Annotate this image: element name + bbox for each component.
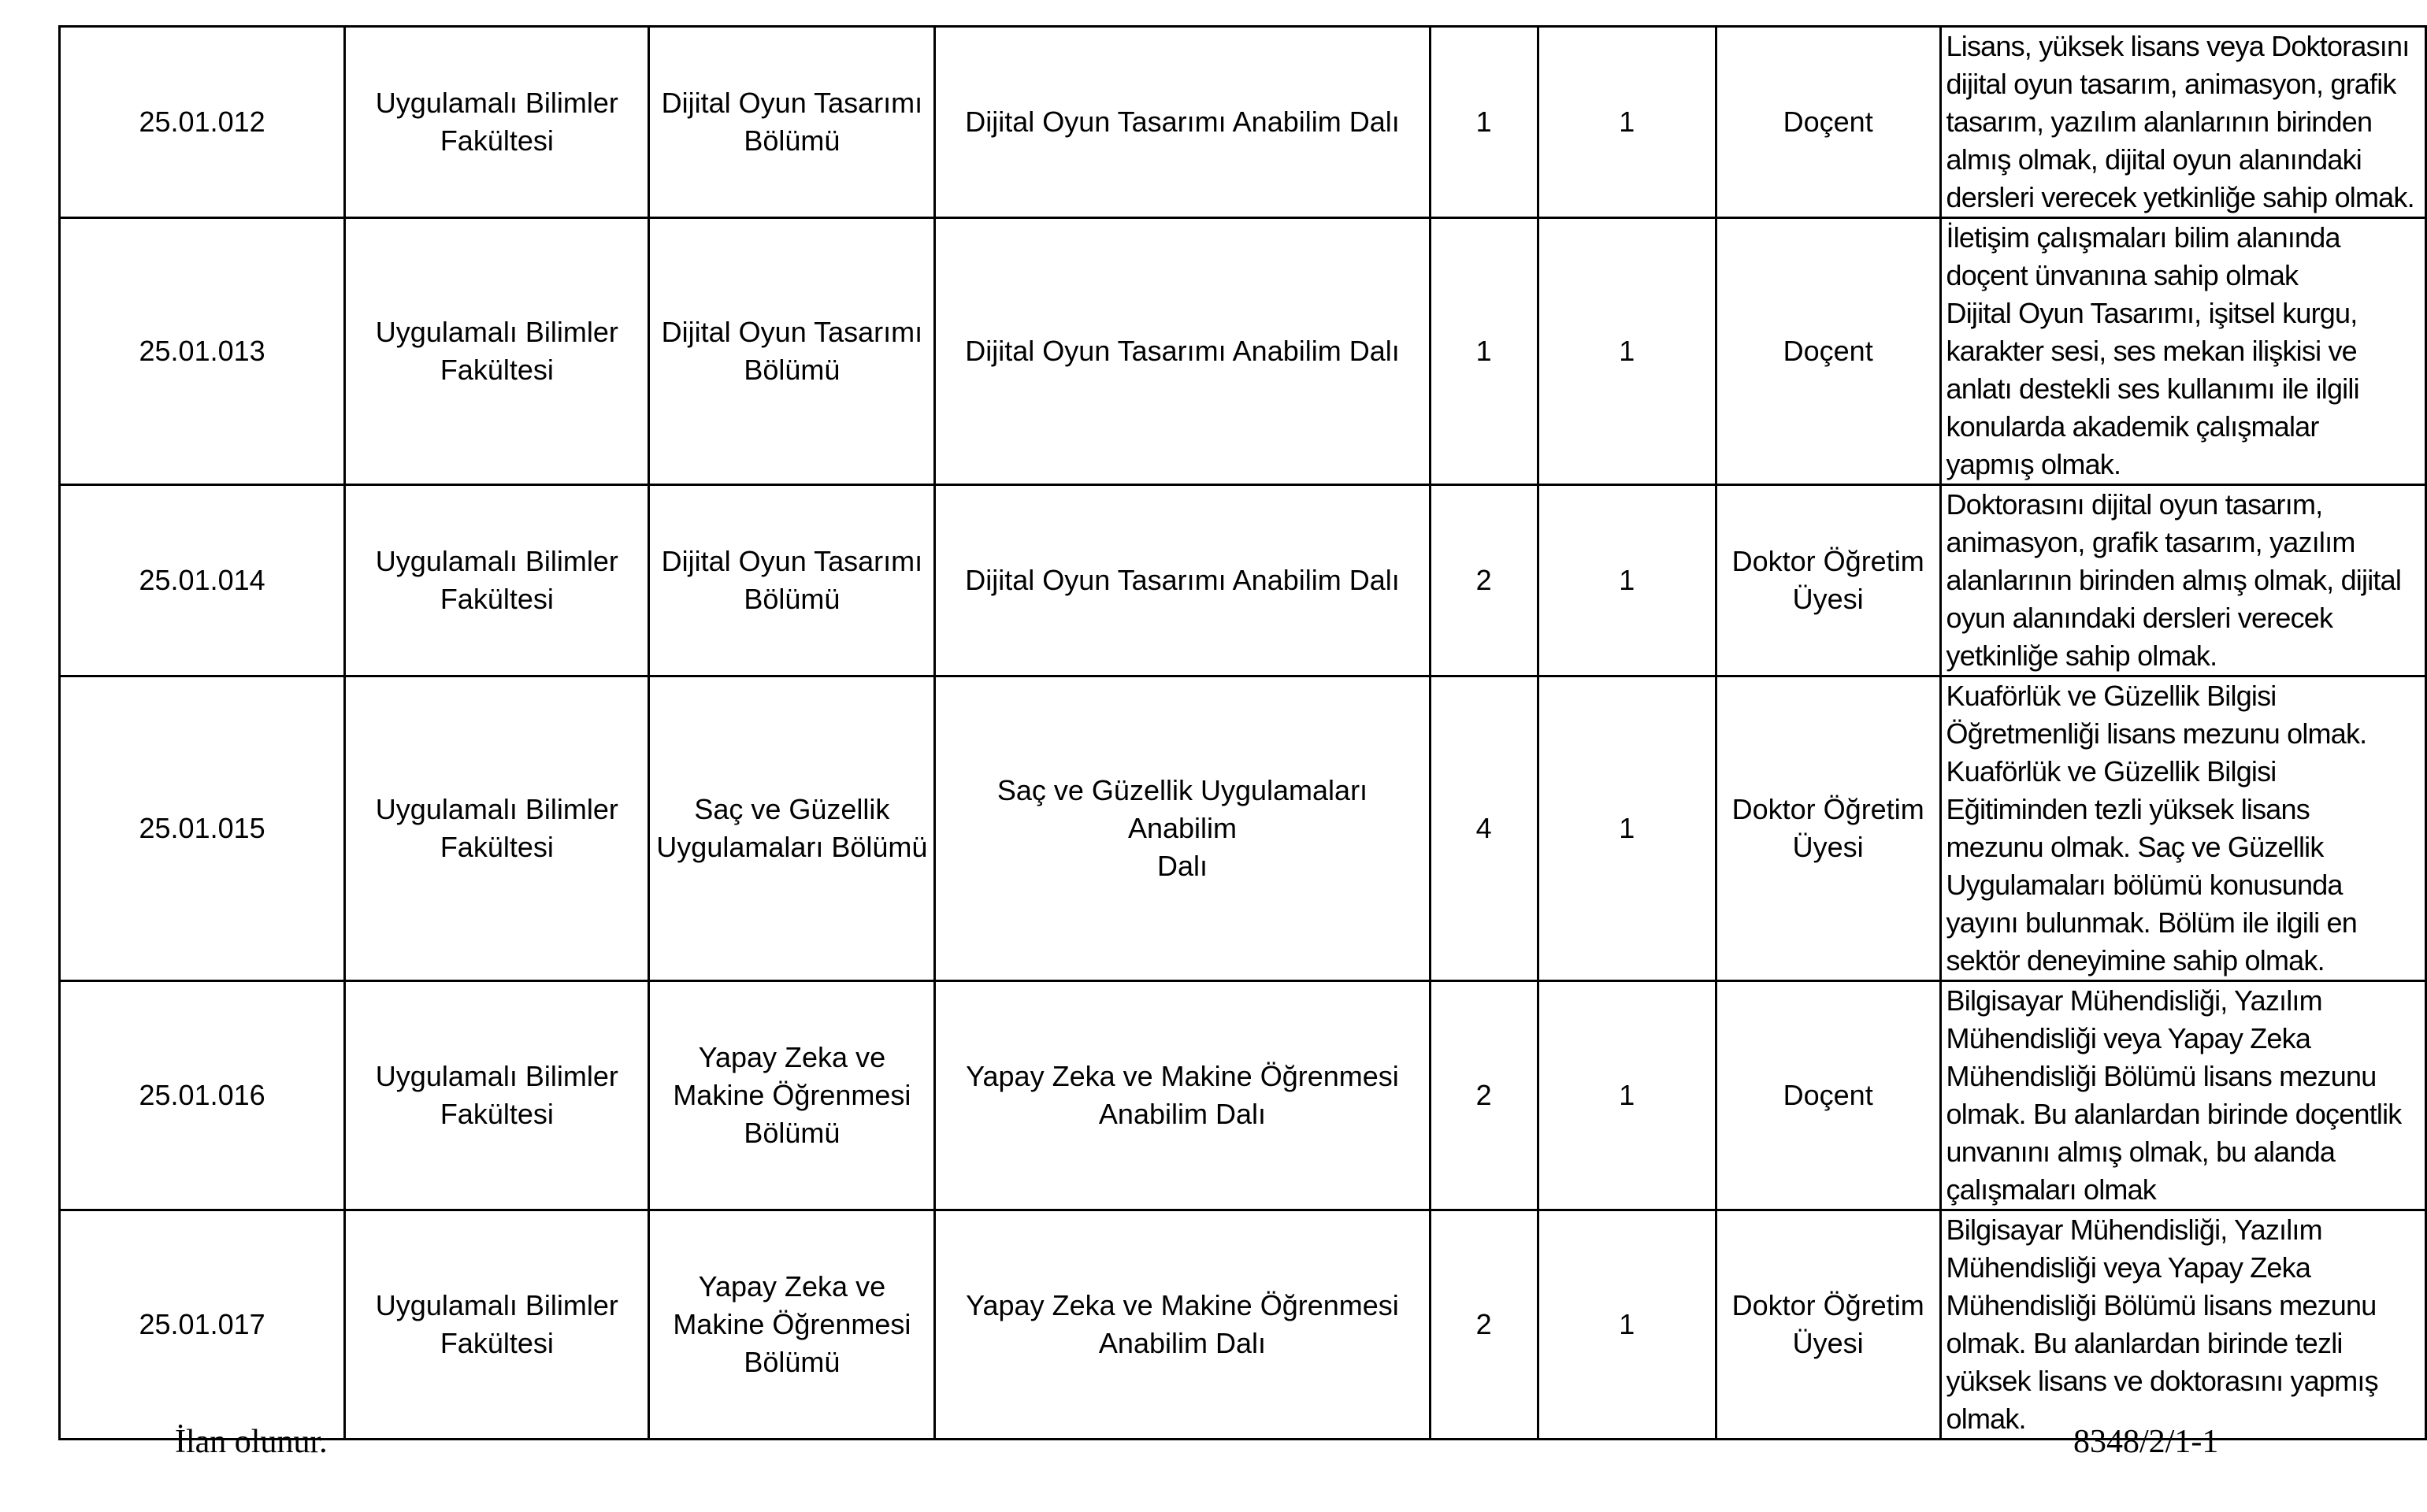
announcement-reference-number: 8348/2/1-1 — [2073, 1424, 2219, 1460]
position-count-cell: 1 — [1430, 218, 1538, 485]
table-row — [60, 218, 2426, 485]
faculty-cell: Uygulamalı Bilimler Fakültesi — [345, 27, 649, 218]
degree-cell: 1 — [1538, 1210, 1716, 1440]
table-row — [60, 676, 2426, 981]
academic-title-cell: Doktor Öğretim Üyesi — [1716, 676, 1940, 981]
degree-cell: 1 — [1538, 676, 1716, 981]
requirements-cell: Lisans, yüksek lisans veya Doktorasını dijital oyun tasarım, animasyon, grafik tasarım, yazılım alanlarının birinden almış olmak, dijital oyun alanındaki dersleri verecek yetkinliğe sahip olmak. — [1940, 27, 2425, 218]
position-code-cell: 25.01.017 — [60, 1210, 345, 1440]
requirements-cell: İletişim çalışmaları bilim alanında doçent ünvanına sahip olmak Dijital Oyun Tasarımı, işitsel kurgu, karakter sesi, ses mekan ilişkisi ve anlatı destekli ses kullanımı ile ilgili konularda akademik çalışmalar yapmış olmak. — [1940, 218, 2425, 485]
positions-table-wrapper — [58, 25, 2427, 1440]
department-cell: Yapay Zeka ve Makine Öğrenmesi Bölümü — [649, 1210, 935, 1440]
faculty-cell: Uygulamalı Bilimler Fakültesi — [345, 1210, 649, 1440]
degree-cell: 1 — [1538, 218, 1716, 485]
division-cell: Dijital Oyun Tasarımı Anabilim Dalı — [935, 218, 1430, 485]
position-count-cell: 2 — [1430, 981, 1538, 1210]
department-cell: Yapay Zeka ve Makine Öğrenmesi Bölümü — [649, 981, 935, 1210]
degree-cell: 1 — [1538, 27, 1716, 218]
department-cell: Dijital Oyun Tasarımı Bölümü — [649, 27, 935, 218]
faculty-cell: Uygulamalı Bilimler Fakültesi — [345, 676, 649, 981]
department-cell: Saç ve Güzellik Uygulamaları Bölümü — [649, 676, 935, 981]
academic-title-cell: Doçent — [1716, 27, 1940, 218]
academic-title-cell: Doçent — [1716, 981, 1940, 1210]
table-row — [60, 27, 2426, 218]
faculty-cell: Uygulamalı Bilimler Fakültesi — [345, 485, 649, 676]
degree-cell: 1 — [1538, 981, 1716, 1210]
position-code-cell: 25.01.012 — [60, 27, 345, 218]
table-row — [60, 1210, 2426, 1440]
faculty-cell: Uygulamalı Bilimler Fakültesi — [345, 981, 649, 1210]
requirements-cell: Kuaförlük ve Güzellik Bilgisi Öğretmenliği lisans mezunu olmak. Kuaförlük ve Güzellik Bilgisi Eğitiminden tezli yüksek lisans mezunu olmak. Saç ve Güzellik Uygulamaları bölümü konusunda yayını bulunmak. Bölüm ile ilgili en sektör deneyimine sahip olmak. — [1940, 676, 2425, 981]
division-cell: Yapay Zeka ve Makine Öğrenmesi Anabilim Dalı — [935, 981, 1430, 1210]
division-cell: Yapay Zeka ve Makine Öğrenmesi Anabilim Dalı — [935, 1210, 1430, 1440]
requirements-cell: Bilgisayar Mühendisliği, Yazılım Mühendisliği veya Yapay Zeka Mühendisliği Bölümü lisans mezunu olmak. Bu alanlardan birinde doçentlik unvanını almış olmak, bu alanda çalışmaları olmak — [1940, 981, 2425, 1210]
position-code-cell: 25.01.016 — [60, 981, 345, 1210]
academic-title-cell: Doktor Öğretim Üyesi — [1716, 485, 1940, 676]
position-count-cell: 4 — [1430, 676, 1538, 981]
announcement-footer-text: İlan olunur. — [175, 1424, 328, 1460]
position-code-cell: 25.01.014 — [60, 485, 345, 676]
position-code-cell: 25.01.013 — [60, 218, 345, 485]
division-cell: Dijital Oyun Tasarımı Anabilim Dalı — [935, 27, 1430, 218]
position-count-cell: 2 — [1430, 485, 1538, 676]
academic-title-cell: Doçent — [1716, 218, 1940, 485]
positions-table — [58, 25, 2427, 1440]
table-row — [60, 981, 2426, 1210]
degree-cell: 1 — [1538, 485, 1716, 676]
division-cell: Saç ve Güzellik Uygulamaları Anabilim Dalı — [935, 676, 1430, 981]
table-row — [60, 485, 2426, 676]
academic-title-cell: Doktor Öğretim Üyesi — [1716, 1210, 1940, 1440]
department-cell: Dijital Oyun Tasarımı Bölümü — [649, 485, 935, 676]
requirements-cell: Doktorasını dijital oyun tasarım, animasyon, grafik tasarım, yazılım alanlarının birinden almış olmak, dijital oyun alanındaki dersleri verecek yetkinliğe sahip olmak. — [1940, 485, 2425, 676]
division-cell: Dijital Oyun Tasarımı Anabilim Dalı — [935, 485, 1430, 676]
position-code-cell: 25.01.015 — [60, 676, 345, 981]
faculty-cell: Uygulamalı Bilimler Fakültesi — [345, 218, 649, 485]
position-count-cell: 1 — [1430, 27, 1538, 218]
department-cell: Dijital Oyun Tasarımı Bölümü — [649, 218, 935, 485]
position-count-cell: 2 — [1430, 1210, 1538, 1440]
requirements-cell: Bilgisayar Mühendisliği, Yazılım Mühendisliği veya Yapay Zeka Mühendisliği Bölümü lisans mezunu olmak. Bu alanlardan birinde tezli yüksek lisans ve doktorasını yapmış olmak. — [1940, 1210, 2425, 1440]
